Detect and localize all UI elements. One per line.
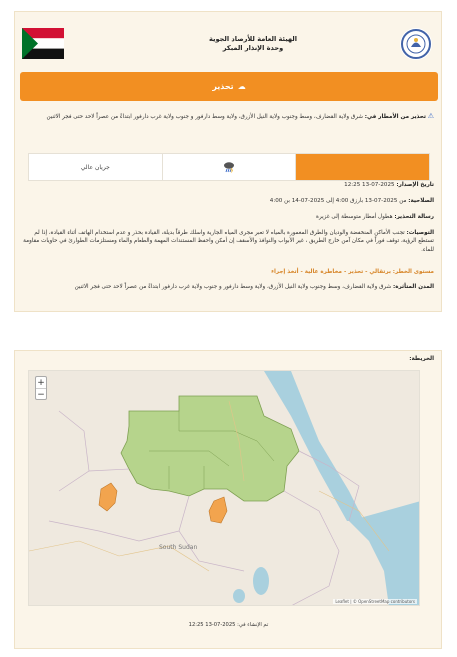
map-view[interactable] bbox=[28, 370, 420, 606]
alert-level bbox=[22, 268, 434, 276]
warning-type-tabs bbox=[28, 153, 430, 181]
map-label-south-sudan: South Sudan bbox=[159, 544, 198, 551]
map-attribution[interactable]: Leaflet | © OpenStreetMap contributors bbox=[335, 599, 415, 604]
tab-storm[interactable] bbox=[162, 154, 297, 180]
recommendations-label: التوصيات: bbox=[406, 230, 434, 236]
warning-summary bbox=[22, 112, 434, 121]
footer-timestamp: تم الإنشاء في: 2025-07-13 12:25 bbox=[188, 622, 269, 628]
header-title bbox=[133, 35, 373, 52]
banner-label: تحذير bbox=[212, 82, 234, 91]
map-title bbox=[22, 355, 434, 363]
storm-cloud-icon bbox=[222, 161, 236, 173]
alert-level-value: برتقالي - تحذير - مخاطرة عالية - أتخذ إجراء bbox=[271, 269, 391, 275]
sudan-flag-icon bbox=[22, 28, 64, 59]
message-value: هطول أمطار متوسطة إلى غزيرة bbox=[316, 214, 393, 220]
warning-card bbox=[14, 11, 442, 312]
zoom-out-button[interactable]: − bbox=[37, 390, 45, 400]
validity-label: الصلاحية: bbox=[408, 198, 434, 204]
message-label: رسالة التحذير: bbox=[394, 214, 434, 220]
tab-high-flow[interactable] bbox=[29, 154, 162, 180]
affected-value: شرق ولاية القضارف، وسط وجنوب ولاية النيل الأزرق، ولاية وسط دارفور و جنوب ولاية غرب دارفور ابتداءً من عصراً لاحد حتى فجر الاثنين bbox=[74, 284, 392, 290]
map-title-label: الخريطة: bbox=[409, 356, 434, 362]
page-header bbox=[15, 12, 443, 72]
validity-value: من 2025-07-13 بارزق 4:00 إلى 2025-07-14 بن 4:00 bbox=[269, 198, 407, 204]
map-canvas bbox=[29, 371, 420, 606]
map-zoom-control bbox=[35, 376, 47, 400]
issue-date bbox=[22, 181, 434, 189]
validity bbox=[22, 197, 434, 205]
meteorology-logo-icon bbox=[400, 28, 432, 60]
recommendations bbox=[22, 229, 434, 254]
warning-icon: ⚠ bbox=[427, 112, 434, 120]
recommendations-value: تجنب الأماكن المنخفضة والوديان والطرق المغمورة بالمياه لا تعبر مجرى المياه الجارية واسلك طرقاً بديلة، القيادة بحذر و عدم استخدام الهاتف أثناء القيادة، إذا لم تستطع الرؤية، توقف فوراً في مكان آمن خارج الطريق ، غير الأبواب والنوافذ والأسقف إن أمكن واحفظ المستندات المهمة والطعام والماء ومستلزمات الطوارئ في حاويات مقاومة للماء. bbox=[23, 230, 434, 253]
issue-value: 2025-07-13 12:25 bbox=[344, 182, 395, 188]
tab-warning-active[interactable] bbox=[296, 154, 429, 180]
affected-cities bbox=[22, 283, 434, 291]
unit-name: وحدة الإنذار المبكر bbox=[222, 43, 284, 52]
issue-label: تاريخ الإصدار: bbox=[396, 182, 434, 188]
tab-high-flow-label: جريان عالي bbox=[80, 163, 110, 171]
warning-message bbox=[22, 213, 434, 221]
affected-label: المدن المتأثرة: bbox=[393, 284, 434, 290]
alert-level-label: مستوى الخطر: bbox=[392, 269, 434, 275]
warning-label: تحذير من الأمطار في: bbox=[364, 114, 426, 120]
org-name: الهيئة العامة للأرصاد الجوية bbox=[209, 35, 297, 43]
storm-cloud-icon: ☁ bbox=[237, 82, 246, 91]
warning-banner bbox=[20, 72, 438, 101]
warning-text: شرق ولاية القضارف، وسط وجنوب ولاية النيل الأزرق، ولاية وسط دارفور و جنوب ولاية غرب دارفور ابتداءً من عصراً لاحد حتى فجر الاثنين bbox=[46, 114, 363, 120]
zoom-in-button[interactable]: + bbox=[37, 378, 45, 388]
